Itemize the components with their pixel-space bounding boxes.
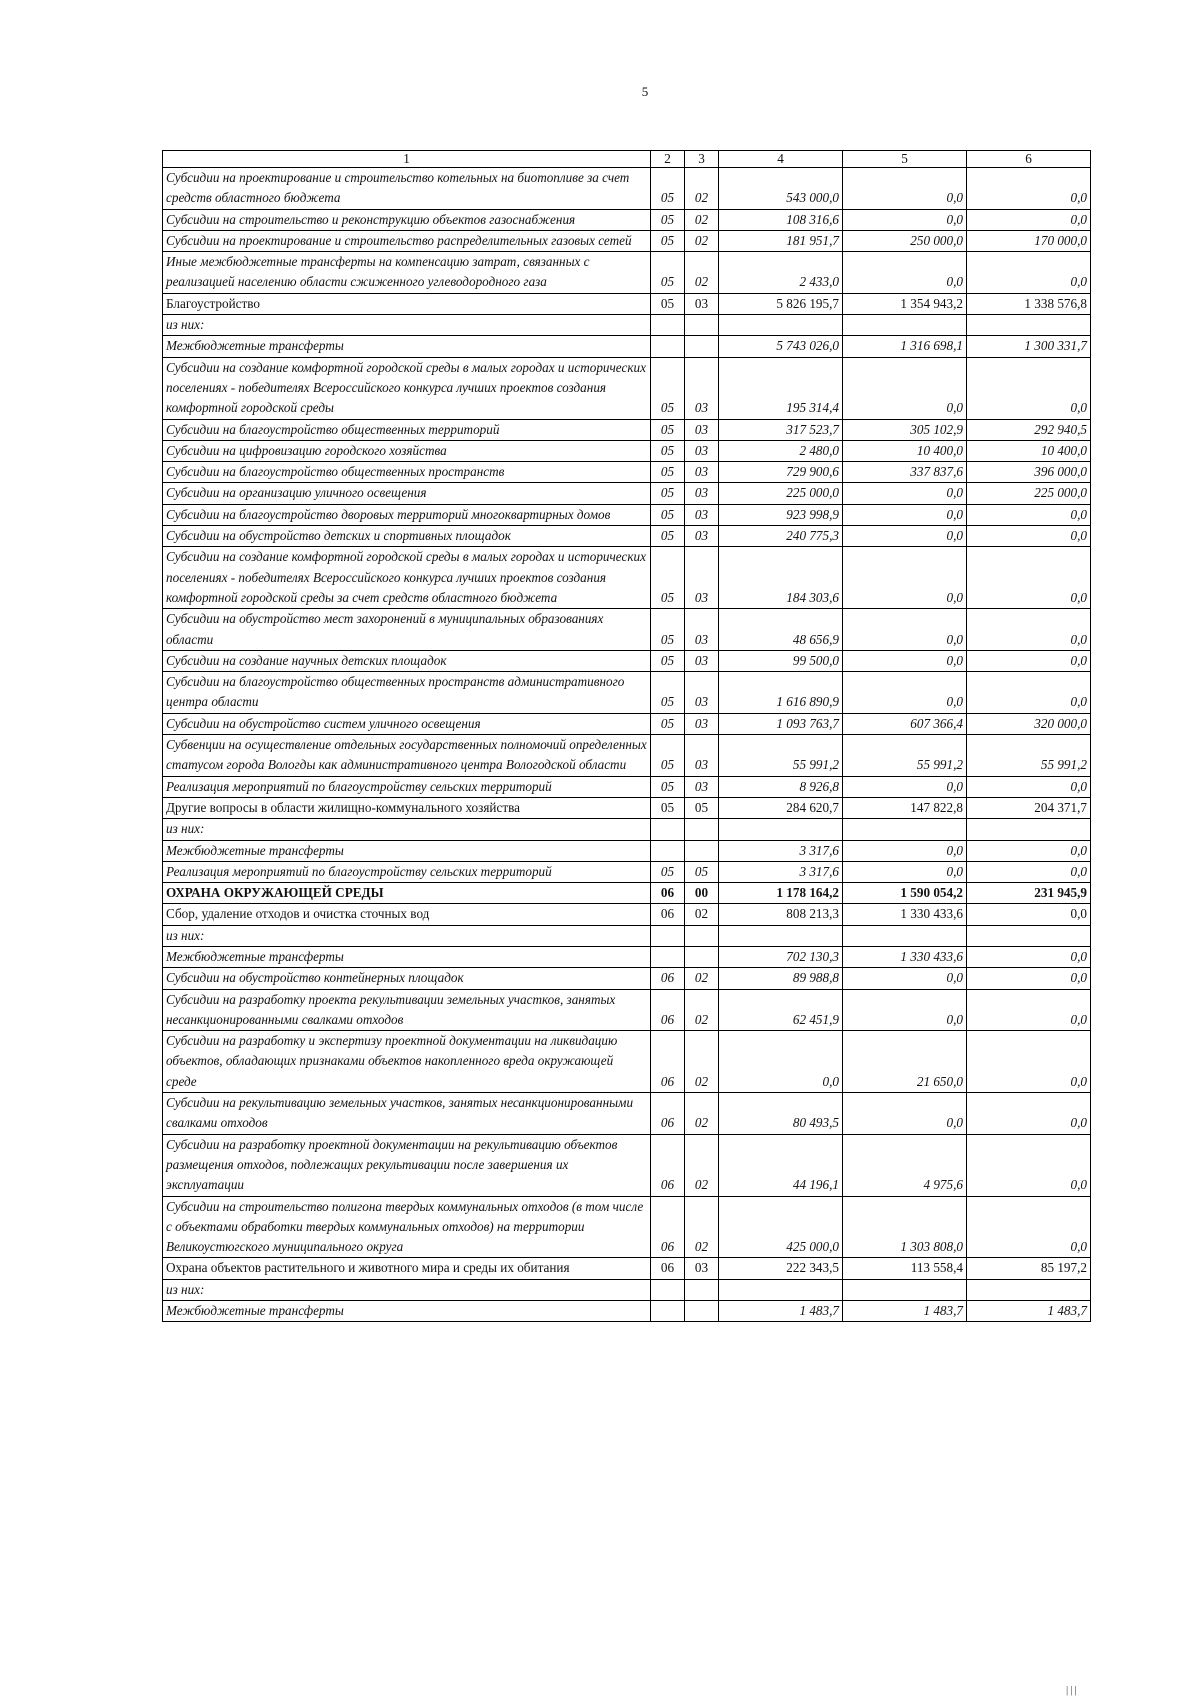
value-col5: 1 330 433,6	[843, 946, 967, 967]
table-row	[163, 797, 1091, 818]
value-col6: 1 338 576,8	[967, 293, 1091, 314]
value-col4: 3 317,6	[719, 840, 843, 861]
row-name: Субсидии на разработку проектной документации на рекультивацию объектов размещения отходов, подлежащих рекультивации после завершения их эксплуатации	[163, 1134, 651, 1196]
value-col5: 0,0	[843, 989, 967, 1031]
value-col6: 0,0	[967, 357, 1091, 419]
value-col6: 85 197,2	[967, 1258, 1091, 1279]
value-col5: 10 400,0	[843, 440, 967, 461]
column-header: 5	[843, 151, 967, 168]
value-col5: 0,0	[843, 357, 967, 419]
value-col6: 0,0	[967, 650, 1091, 671]
value-col6: 1 300 331,7	[967, 336, 1091, 357]
value-col5: 0,0	[843, 547, 967, 609]
section-code: 05	[651, 735, 685, 777]
table-row	[163, 547, 1091, 609]
table-row	[163, 1093, 1091, 1135]
row-subheader-text: из них:	[163, 819, 651, 840]
column-header: 6	[967, 151, 1091, 168]
section-code: 05	[651, 672, 685, 714]
row-name: Субсидии на благоустройство дворовых территорий многоквартирных домов	[163, 504, 651, 525]
subsection-code: 03	[685, 609, 719, 651]
row-name: Иные межбюджетные трансферты на компенсацию затрат, связанных с реализацией населению области сжиженного углеводородного газа	[163, 252, 651, 294]
value-col6: 0,0	[967, 776, 1091, 797]
subsection-code: 03	[685, 735, 719, 777]
table-row	[163, 861, 1091, 882]
empty-cell	[967, 315, 1091, 336]
table-subheader-row	[163, 819, 1091, 840]
row-name: Сбор, удаление отходов и очистка сточных вод	[163, 904, 651, 925]
row-name: Субсидии на цифровизацию городского хозяйства	[163, 440, 651, 461]
section-code: 05	[651, 419, 685, 440]
column-header: 2	[651, 151, 685, 168]
row-name: Межбюджетные трансферты	[163, 840, 651, 861]
value-col4: 2 433,0	[719, 252, 843, 294]
row-name: Субсидии на создание комфортной городской среды в малых городах и исторических поселениях - победителях Всероссийского конкурса лучших проектов создания комфортной городской среды за счет средств областного бюджета	[163, 547, 651, 609]
subsection-code: 02	[685, 968, 719, 989]
value-col5: 607 366,4	[843, 713, 967, 734]
value-col4: 8 926,8	[719, 776, 843, 797]
section-code: 05	[651, 252, 685, 294]
value-col6: 396 000,0	[967, 462, 1091, 483]
value-col5: 1 330 433,6	[843, 904, 967, 925]
row-name: Субсидии на проектирование и строительство распределительных газовых сетей	[163, 230, 651, 251]
section-code	[651, 946, 685, 967]
section-code: 06	[651, 1196, 685, 1258]
subsection-code	[685, 840, 719, 861]
value-col4: 240 775,3	[719, 526, 843, 547]
section-code: 05	[651, 776, 685, 797]
subsection-code: 05	[685, 861, 719, 882]
table-row	[163, 1196, 1091, 1258]
subsection-code	[685, 336, 719, 357]
section-code: 05	[651, 504, 685, 525]
value-col5: 1 303 808,0	[843, 1196, 967, 1258]
value-col6: 0,0	[967, 1031, 1091, 1093]
value-col5: 1 316 698,1	[843, 336, 967, 357]
table-subheader-row	[163, 925, 1091, 946]
section-code: 06	[651, 1258, 685, 1279]
empty-cell	[719, 925, 843, 946]
subsection-code: 02	[685, 252, 719, 294]
table-row	[163, 1258, 1091, 1279]
value-col5: 21 650,0	[843, 1031, 967, 1093]
subsection-code: 02	[685, 230, 719, 251]
table-row	[163, 357, 1091, 419]
table-row	[163, 904, 1091, 925]
value-col4: 702 130,3	[719, 946, 843, 967]
section-code: 05	[651, 609, 685, 651]
table-row	[163, 1031, 1091, 1093]
table-row	[163, 946, 1091, 967]
value-col6: 0,0	[967, 1093, 1091, 1135]
empty-cell	[651, 925, 685, 946]
column-header: 4	[719, 151, 843, 168]
section-code: 06	[651, 989, 685, 1031]
subsection-code: 02	[685, 1196, 719, 1258]
row-name: Субсидии на благоустройство общественных пространств административного центра области	[163, 672, 651, 714]
table-row	[163, 672, 1091, 714]
section-code: 05	[651, 293, 685, 314]
table-header-row	[163, 151, 1091, 168]
subsection-code: 03	[685, 293, 719, 314]
value-col6: 0,0	[967, 861, 1091, 882]
table-row	[163, 440, 1091, 461]
table-row	[163, 650, 1091, 671]
table-row	[163, 968, 1091, 989]
value-col4: 181 951,7	[719, 230, 843, 251]
row-name: Благоустройство	[163, 293, 651, 314]
empty-cell	[719, 1279, 843, 1300]
empty-cell	[685, 315, 719, 336]
subsection-code: 02	[685, 168, 719, 210]
section-code: 05	[651, 209, 685, 230]
empty-cell	[967, 925, 1091, 946]
value-col6: 0,0	[967, 1196, 1091, 1258]
value-col4: 80 493,5	[719, 1093, 843, 1135]
value-col5: 305 102,9	[843, 419, 967, 440]
subsection-code: 02	[685, 1134, 719, 1196]
section-code: 05	[651, 462, 685, 483]
value-col6: 225 000,0	[967, 483, 1091, 504]
subsection-code: 03	[685, 462, 719, 483]
subsection-code: 02	[685, 209, 719, 230]
empty-cell	[967, 819, 1091, 840]
value-col4: 62 451,9	[719, 989, 843, 1031]
empty-cell	[719, 819, 843, 840]
value-col6: 170 000,0	[967, 230, 1091, 251]
empty-cell	[843, 819, 967, 840]
value-col6: 0,0	[967, 168, 1091, 210]
value-col6: 0,0	[967, 209, 1091, 230]
row-name: Субсидии на создание научных детских площадок	[163, 650, 651, 671]
value-col5: 0,0	[843, 1093, 967, 1135]
subsection-code: 02	[685, 1031, 719, 1093]
row-name: Субсидии на разработку проекта рекультивации земельных участков, занятых несанкционированными свалками отходов	[163, 989, 651, 1031]
value-col4: 44 196,1	[719, 1134, 843, 1196]
row-name: Субсидии на строительство и реконструкцию объектов газоснабжения	[163, 209, 651, 230]
empty-cell	[685, 925, 719, 946]
value-col5: 0,0	[843, 209, 967, 230]
value-col6: 0,0	[967, 946, 1091, 967]
value-col6: 0,0	[967, 672, 1091, 714]
value-col5: 0,0	[843, 776, 967, 797]
row-subheader-text: из них:	[163, 925, 651, 946]
empty-cell	[651, 1279, 685, 1300]
row-name: Субсидии на рекультивацию земельных участков, занятых несанкционированными свалками отходов	[163, 1093, 651, 1135]
budget-table	[162, 150, 1091, 1322]
section-code	[651, 1301, 685, 1322]
subsection-code: 03	[685, 483, 719, 504]
value-col5: 0,0	[843, 968, 967, 989]
table-row	[163, 419, 1091, 440]
value-col4: 543 000,0	[719, 168, 843, 210]
value-col5: 113 558,4	[843, 1258, 967, 1279]
empty-cell	[685, 1279, 719, 1300]
table-row	[163, 168, 1091, 210]
value-col4: 5 826 195,7	[719, 293, 843, 314]
subsection-code: 02	[685, 904, 719, 925]
value-col5: 250 000,0	[843, 230, 967, 251]
value-col4: 5 743 026,0	[719, 336, 843, 357]
section-code	[651, 336, 685, 357]
row-name: Субсидии на строительство полигона твердых коммунальных отходов (в том числе с объектами обработки твердых коммунальных отходов) на территории Великоустюгского муниципального округа	[163, 1196, 651, 1258]
value-col5: 1 354 943,2	[843, 293, 967, 314]
value-col6: 204 371,7	[967, 797, 1091, 818]
subsection-code: 00	[685, 883, 719, 904]
value-col4: 923 998,9	[719, 504, 843, 525]
value-col5: 0,0	[843, 609, 967, 651]
value-col6: 0,0	[967, 989, 1091, 1031]
row-name: Субвенции на осуществление отдельных государственных полномочий определенных статусом города Вологды как административного центра Вологодской области	[163, 735, 651, 777]
value-col5: 4 975,6	[843, 1134, 967, 1196]
row-name: Субсидии на благоустройство общественных территорий	[163, 419, 651, 440]
row-subheader-text: из них:	[163, 315, 651, 336]
table-subheader-row	[163, 1279, 1091, 1300]
value-col4: 317 523,7	[719, 419, 843, 440]
table-row	[163, 840, 1091, 861]
value-col6: 292 940,5	[967, 419, 1091, 440]
section-code: 06	[651, 1031, 685, 1093]
row-name: Субсидии на организацию уличного освещения	[163, 483, 651, 504]
section-code	[651, 840, 685, 861]
row-name: Субсидии на благоустройство общественных пространств	[163, 462, 651, 483]
value-col5: 0,0	[843, 168, 967, 210]
empty-cell	[719, 315, 843, 336]
subsection-code: 03	[685, 547, 719, 609]
section-code: 05	[651, 230, 685, 251]
value-col6: 0,0	[967, 504, 1091, 525]
empty-cell	[651, 315, 685, 336]
table-row	[163, 336, 1091, 357]
value-col5: 1 483,7	[843, 1301, 967, 1322]
value-col4: 729 900,6	[719, 462, 843, 483]
row-name: Субсидии на обустройство контейнерных площадок	[163, 968, 651, 989]
page-number: 5	[641, 84, 649, 99]
value-col5: 1 590 054,2	[843, 883, 967, 904]
value-col4: 195 314,4	[719, 357, 843, 419]
section-code: 05	[651, 650, 685, 671]
section-code: 06	[651, 1093, 685, 1135]
subsection-code: 03	[685, 650, 719, 671]
value-col4: 48 656,9	[719, 609, 843, 651]
value-col4: 1 483,7	[719, 1301, 843, 1322]
section-code: 05	[651, 797, 685, 818]
table-row	[163, 526, 1091, 547]
value-col5: 0,0	[843, 483, 967, 504]
value-col4: 225 000,0	[719, 483, 843, 504]
section-code: 05	[651, 168, 685, 210]
value-col6: 0,0	[967, 526, 1091, 547]
value-col5: 0,0	[843, 252, 967, 294]
row-name: Субсидии на проектирование и строительство котельных на биотопливе за счет средств областного бюджета	[163, 168, 651, 210]
value-col4: 184 303,6	[719, 547, 843, 609]
value-col5: 337 837,6	[843, 462, 967, 483]
value-col5: 0,0	[843, 504, 967, 525]
row-name: Субсидии на обустройство систем уличного освещения	[163, 713, 651, 734]
row-name: Субсидии на обустройство детских и спортивных площадок	[163, 526, 651, 547]
value-col6: 0,0	[967, 904, 1091, 925]
subsection-code: 02	[685, 989, 719, 1031]
column-header: 3	[685, 151, 719, 168]
value-col4: 222 343,5	[719, 1258, 843, 1279]
empty-cell	[685, 819, 719, 840]
value-col6: 0,0	[967, 968, 1091, 989]
table-row	[163, 230, 1091, 251]
value-col4: 1 616 890,9	[719, 672, 843, 714]
value-col4: 0,0	[719, 1031, 843, 1093]
subsection-code: 03	[685, 526, 719, 547]
subsection-code: 05	[685, 797, 719, 818]
table-row	[163, 609, 1091, 651]
margin-mark: |||	[1066, 1684, 1079, 1696]
empty-cell	[967, 1279, 1091, 1300]
table-row	[163, 483, 1091, 504]
value-col6: 0,0	[967, 252, 1091, 294]
value-col5: 0,0	[843, 650, 967, 671]
table-row	[163, 209, 1091, 230]
section-code: 05	[651, 713, 685, 734]
section-code: 05	[651, 357, 685, 419]
empty-cell	[843, 315, 967, 336]
value-col5: 0,0	[843, 672, 967, 714]
subsection-code	[685, 946, 719, 967]
value-col4: 89 988,8	[719, 968, 843, 989]
value-col5: 0,0	[843, 526, 967, 547]
table-row	[163, 252, 1091, 294]
subsection-code: 02	[685, 1093, 719, 1135]
row-name: Охрана объектов растительного и животного мира и среды их обитания	[163, 1258, 651, 1279]
value-col5: 147 822,8	[843, 797, 967, 818]
subsection-code: 03	[685, 440, 719, 461]
subsection-code: 03	[685, 357, 719, 419]
section-code: 06	[651, 904, 685, 925]
section-code: 05	[651, 547, 685, 609]
empty-cell	[843, 1279, 967, 1300]
table-subheader-row	[163, 315, 1091, 336]
subsection-code: 03	[685, 776, 719, 797]
section-code: 06	[651, 883, 685, 904]
subsection-code	[685, 1301, 719, 1322]
value-col6: 320 000,0	[967, 713, 1091, 734]
table-row	[163, 1301, 1091, 1322]
section-code: 05	[651, 526, 685, 547]
row-name: Реализация мероприятий по благоустройству сельских территорий	[163, 861, 651, 882]
table-row	[163, 989, 1091, 1031]
section-code: 05	[651, 483, 685, 504]
row-name: Межбюджетные трансферты	[163, 336, 651, 357]
row-name: Межбюджетные трансферты	[163, 946, 651, 967]
value-col4: 3 317,6	[719, 861, 843, 882]
table-row	[163, 713, 1091, 734]
value-col4: 55 991,2	[719, 735, 843, 777]
value-col4: 808 213,3	[719, 904, 843, 925]
value-col6: 0,0	[967, 609, 1091, 651]
value-col5: 0,0	[843, 861, 967, 882]
value-col6: 0,0	[967, 1134, 1091, 1196]
value-col5: 0,0	[843, 840, 967, 861]
value-col6: 0,0	[967, 840, 1091, 861]
value-col6: 1 483,7	[967, 1301, 1091, 1322]
subsection-code: 03	[685, 713, 719, 734]
empty-cell	[651, 819, 685, 840]
table-row	[163, 776, 1091, 797]
subsection-code: 03	[685, 504, 719, 525]
value-col6: 10 400,0	[967, 440, 1091, 461]
value-col6: 55 991,2	[967, 735, 1091, 777]
empty-cell	[843, 925, 967, 946]
value-col4: 108 316,6	[719, 209, 843, 230]
table-row	[163, 1134, 1091, 1196]
value-col5: 55 991,2	[843, 735, 967, 777]
row-name: Субсидии на обустройство мест захоронений в муниципальных образованиях области	[163, 609, 651, 651]
value-col4: 1 178 164,2	[719, 883, 843, 904]
subsection-code: 03	[685, 419, 719, 440]
row-name: Субсидии на создание комфортной городской среды в малых городах и исторических поселениях - победителях Всероссийского конкурса лучших проектов создания комфортной городской среды	[163, 357, 651, 419]
table-row	[163, 883, 1091, 904]
section-code: 05	[651, 440, 685, 461]
section-code: 06	[651, 968, 685, 989]
row-subheader-text: из них:	[163, 1279, 651, 1300]
value-col4: 284 620,7	[719, 797, 843, 818]
section-code: 05	[651, 861, 685, 882]
value-col4: 2 480,0	[719, 440, 843, 461]
subsection-code: 03	[685, 1258, 719, 1279]
column-header: 1	[163, 151, 651, 168]
value-col6: 231 945,9	[967, 883, 1091, 904]
row-name: ОХРАНА ОКРУЖАЮЩЕЙ СРЕДЫ	[163, 883, 651, 904]
row-name: Другие вопросы в области жилищно-коммунального хозяйства	[163, 797, 651, 818]
row-name: Субсидии на разработку и экспертизу проектной документации на ликвидацию объектов, обладающих признаками объектов накопленного вреда окружающей среде	[163, 1031, 651, 1093]
value-col4: 1 093 763,7	[719, 713, 843, 734]
value-col6: 0,0	[967, 547, 1091, 609]
table-row	[163, 462, 1091, 483]
table-row	[163, 293, 1091, 314]
section-code: 06	[651, 1134, 685, 1196]
value-col4: 425 000,0	[719, 1196, 843, 1258]
row-name: Реализация мероприятий по благоустройству сельских территорий	[163, 776, 651, 797]
table-row	[163, 504, 1091, 525]
table-row	[163, 735, 1091, 777]
row-name: Межбюджетные трансферты	[163, 1301, 651, 1322]
subsection-code: 03	[685, 672, 719, 714]
value-col4: 99 500,0	[719, 650, 843, 671]
